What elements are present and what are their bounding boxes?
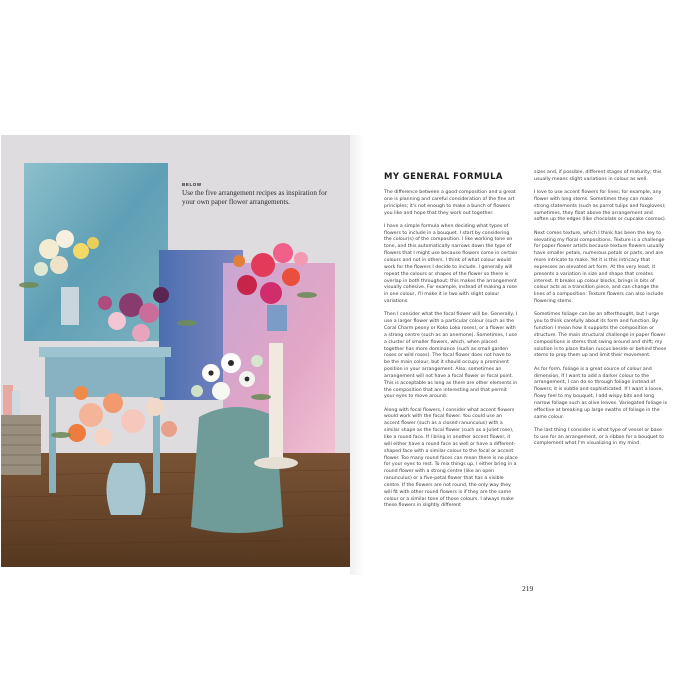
photo-caption [182, 182, 332, 206]
right-page [357, 165, 668, 575]
paragraph: Sometimes foliage can be an afterthought, but I urge you to think carefully about its form and function. By function I mean how it supports the composition or structure. The main structural challenge in paper flower compositions is stems that swing around and shift; my solution is to place Italian ruscus beside or behind these stems to prop them up and limit their movement. [534, 312, 667, 359]
caption-text: Use the five arrangement recipes as inspiration for your own paper flower arrangements. [182, 189, 328, 206]
right-column [534, 170, 668, 455]
left-column [384, 190, 518, 517]
paragraph: I love to use accent flowers for lines; for example, any flower with long stems. Sometimes they can make strong statements (such as parrot tulips and foxgloves); sometimes, they float above the arrangement and soften up the edges (like chocolate or cupcake cosmos). [534, 190, 667, 223]
article-heading: MY GENERAL FORMULA [384, 172, 503, 182]
paragraph: I have a simple formula when deciding what types of flowers to include in a bouquet. I start by considering the colour(s) of the composition. I like working tone on tone, and this automatically narrows down the type of flowers that I might use because flowers come in certain colours and not in others. I think of what colour would work for the flowers I decide to include. I generally will repeat the colours or shapes of the flower so there is overlap in both throughout; this makes the arrangement visually cohesive. For example, instead of making a rose in one colour, I'll make it in two with slight colour variations. [384, 223, 518, 305]
paragraph: sizes and, if possible, different stages of maturity; this usually means slight variations in colour as well. [534, 170, 662, 182]
page-number: 219 [522, 584, 534, 593]
paragraph: The difference between a good composition and a great one is planning and careful consideration of the fine art principles; it's not enough to make a bunch of flowers you like and hope that they work out together. [384, 190, 516, 216]
paragraph: As for form, foliage is a great source of colour and dimension. If I want to add a darker colour to the arrangement, I can do so through foliage instead of flowers; it is subtle and sophisticated. If I want a loose, flowy feel to my bouquet, I add wispy bits and long narrow foliage such as olive leaves. Variegated foliage is effective at breaking up large swaths of foliage in the same colour. [534, 366, 668, 420]
caption-heading: BELOW [182, 182, 202, 187]
paragraph: Along with focal flowers, I consider what accent flowers would work with the focal flower. You could use an accent flower (such as a closed ranunculus) with a similar shape as the focal flower (such as a Juliet rose), like a round face. If I bring in another accent flower, it will either have a round face as well or have a different-shaped face with a similar colour to the focal or accent flower. Too many round faces can mean there is no place for your eyes to rest. To mix things up, I either bring in a round flower with a strong centre (like an open ranunculus) or a five-petal flower that has a visible centre. If the flowers are not round, the only way they will fit with other round flowers is if they are the same colour or a similar tone of those colours. I always make these flowers in slightly different [384, 407, 518, 509]
paragraph: The last thing I consider is what type of vessel or base to use for an arrangement, or a ribbon for a bouquet to complement what I'm visualizing in my mind. [534, 427, 664, 447]
paragraph: Then I consider what the focal flower will be. Generally, I use a larger flower with a particular colour (such as the Coral Charm peony or Koko Loko roses), or a flower with a strong centre (such as an anemone). Sometimes, I use a cluster of smaller flowers, which, when placed together has more dominance (such as small garden roses or wild roses). The focal flower does not have to be the main colour, but it should occupy a prominent position in your arrangement. Also, sometimes an arrangement will not have a focal flower or focal point. This is acceptable as long as there are other elements in the composition that are interesting and that permit your eyes to move around. [384, 312, 518, 400]
paragraph: Next comes texture, which I think has been the key to elevating my floral compositions. Texture is a challenge for paper flower artists because texture flowers usually have smaller petals, numerous petals or parts, and are more intricate to make. Yet it is this intricacy that expresses an elevated art form. At the very least, it presents a variation in size and shape that creates interest. It breaks up colour blocks, brings in bits of colour acts as a transition piece, and can change the lines of a composition. Texture flowers can also include flowering stems. [534, 230, 665, 305]
